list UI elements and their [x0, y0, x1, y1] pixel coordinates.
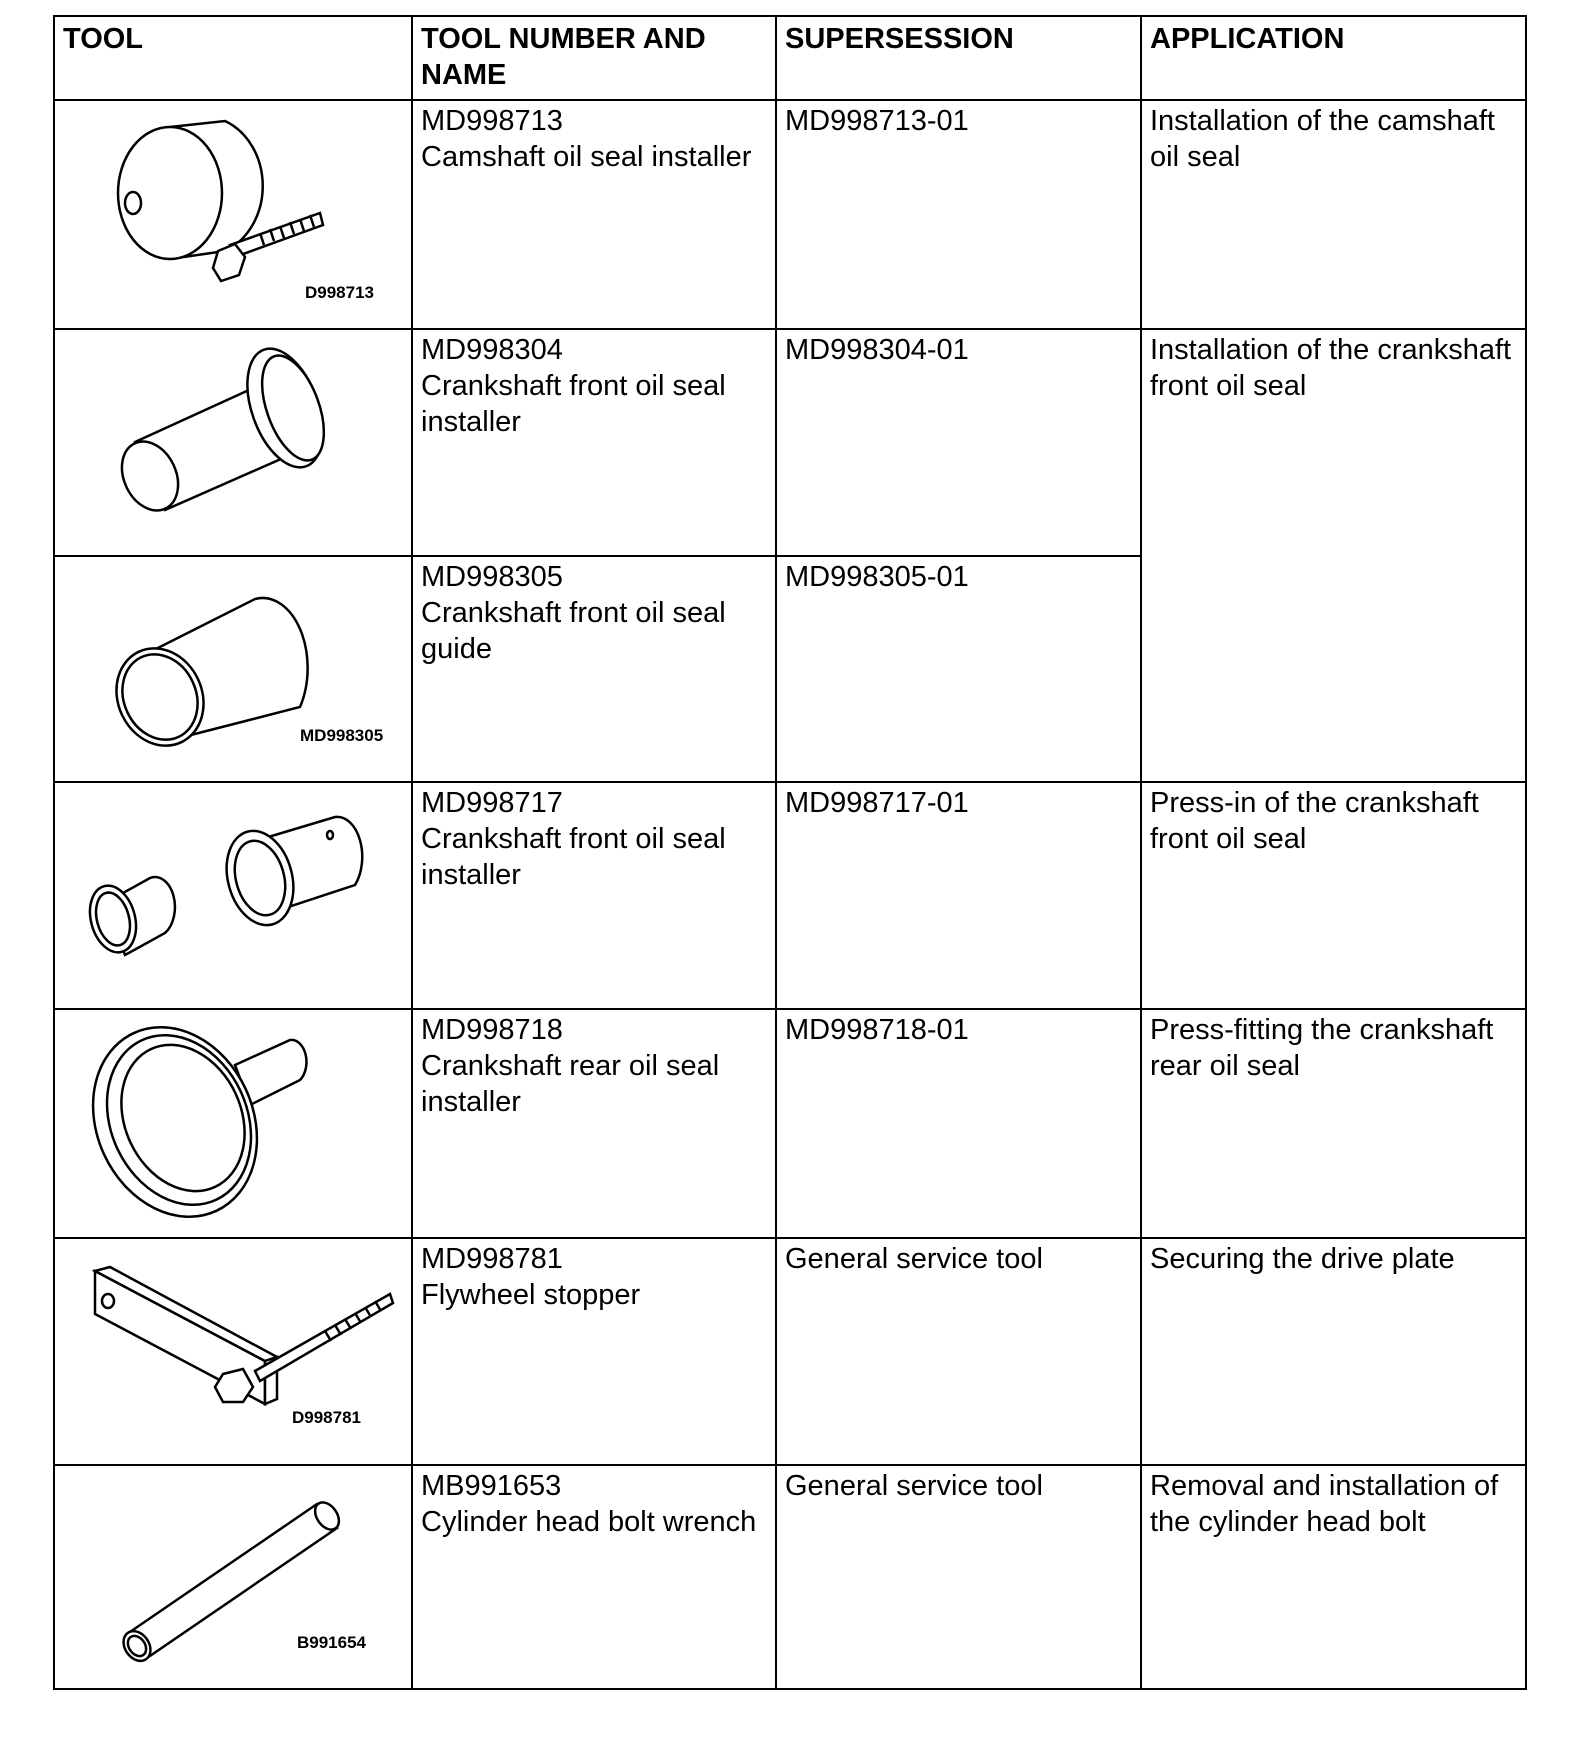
- tool-image-label: MD998305: [300, 726, 384, 745]
- tool-number-name-cell: [412, 782, 776, 1009]
- header-tool: TOOL: [54, 16, 412, 100]
- tool-image-cell: [54, 1465, 412, 1689]
- crankshaft-front-oil-seal-installer-2-illustration: [55, 783, 411, 1006]
- tool-image-cell: [54, 329, 412, 556]
- application-cell: Press-in of the crankshaft front oil seal: [1141, 782, 1526, 1009]
- tool-number: MD998718: [421, 1014, 563, 1046]
- application-cell: Installation of the camshaft oil seal: [1141, 100, 1526, 329]
- tool-number-name-cell: [412, 1465, 776, 1689]
- tool-name: Crankshaft front oil seal installer: [421, 370, 726, 438]
- supersession-cell: General service tool: [776, 1238, 1141, 1465]
- tool-image-cell: [54, 556, 412, 782]
- crankshaft-front-oil-seal-installer-illustration: [55, 330, 411, 553]
- tool-number: MD998305: [421, 561, 563, 593]
- tool-image-label: D998713: [305, 283, 375, 302]
- tool-image-cell: [54, 100, 412, 329]
- tool-image-cell: [54, 782, 412, 1009]
- supersession-cell: MD998305-01: [776, 556, 1141, 782]
- table-header-row: [54, 16, 1526, 100]
- table-row: [54, 329, 1526, 556]
- table-row: [54, 100, 1526, 329]
- tool-number-name-cell: [412, 100, 776, 329]
- cylinder-head-bolt-wrench-illustration: [55, 1466, 411, 1686]
- tool-image-cell: [54, 1009, 412, 1238]
- table-row: [54, 1238, 1526, 1465]
- supersession-cell: MD998304-01: [776, 329, 1141, 556]
- header-tool-number-name: TOOL NUMBER AND NAME: [412, 16, 776, 100]
- tool-number-name-cell: [412, 329, 776, 556]
- tool-image-cell: [54, 1238, 412, 1465]
- crankshaft-front-oil-seal-guide-illustration: [55, 557, 411, 779]
- table-row: [54, 1465, 1526, 1689]
- header-application: APPLICATION: [1141, 16, 1526, 100]
- supersession-cell: MD998713-01: [776, 100, 1141, 329]
- tool-name: Camshaft oil seal installer: [421, 141, 752, 173]
- header-supersession: SUPERSESSION: [776, 16, 1141, 100]
- table-row: [54, 782, 1526, 1009]
- tool-number: MB991653: [421, 1470, 562, 1502]
- application-cell: Press-fitting the crankshaft rear oil seal: [1141, 1009, 1526, 1238]
- special-tools-table: [53, 15, 1527, 1690]
- tool-number-name-cell: [412, 556, 776, 782]
- supersession-cell: General service tool: [776, 1465, 1141, 1689]
- tool-name: Flywheel stopper: [421, 1279, 641, 1311]
- tool-number: MD998304: [421, 334, 563, 366]
- supersession-cell: MD998718-01: [776, 1009, 1141, 1238]
- tool-name: Crankshaft front oil seal installer: [421, 823, 726, 891]
- tool-number: MD998781: [421, 1243, 563, 1275]
- tool-name: Cylinder head bolt wrench: [421, 1506, 757, 1538]
- tool-number: MD998717: [421, 787, 563, 819]
- tool-image-label: B991654: [297, 1633, 367, 1652]
- tool-image-label: D998781: [292, 1408, 362, 1427]
- table-row: [54, 1009, 1526, 1238]
- tool-number-name-cell: [412, 1238, 776, 1465]
- tool-number-name-cell: [412, 1009, 776, 1238]
- application-cell: Installation of the crankshaft front oil seal: [1141, 329, 1526, 782]
- application-cell: Securing the drive plate: [1141, 1238, 1526, 1465]
- camshaft-oil-seal-installer-illustration: [55, 101, 411, 326]
- application-cell: Removal and installation of the cylinder head bolt: [1141, 1465, 1526, 1689]
- crankshaft-rear-oil-seal-installer-illustration: [55, 1010, 411, 1235]
- flywheel-stopper-illustration: [55, 1239, 411, 1462]
- tool-name: Crankshaft front oil seal guide: [421, 597, 726, 665]
- tool-number: MD998713: [421, 105, 563, 137]
- tool-name: Crankshaft rear oil seal installer: [421, 1050, 720, 1118]
- supersession-cell: MD998717-01: [776, 782, 1141, 1009]
